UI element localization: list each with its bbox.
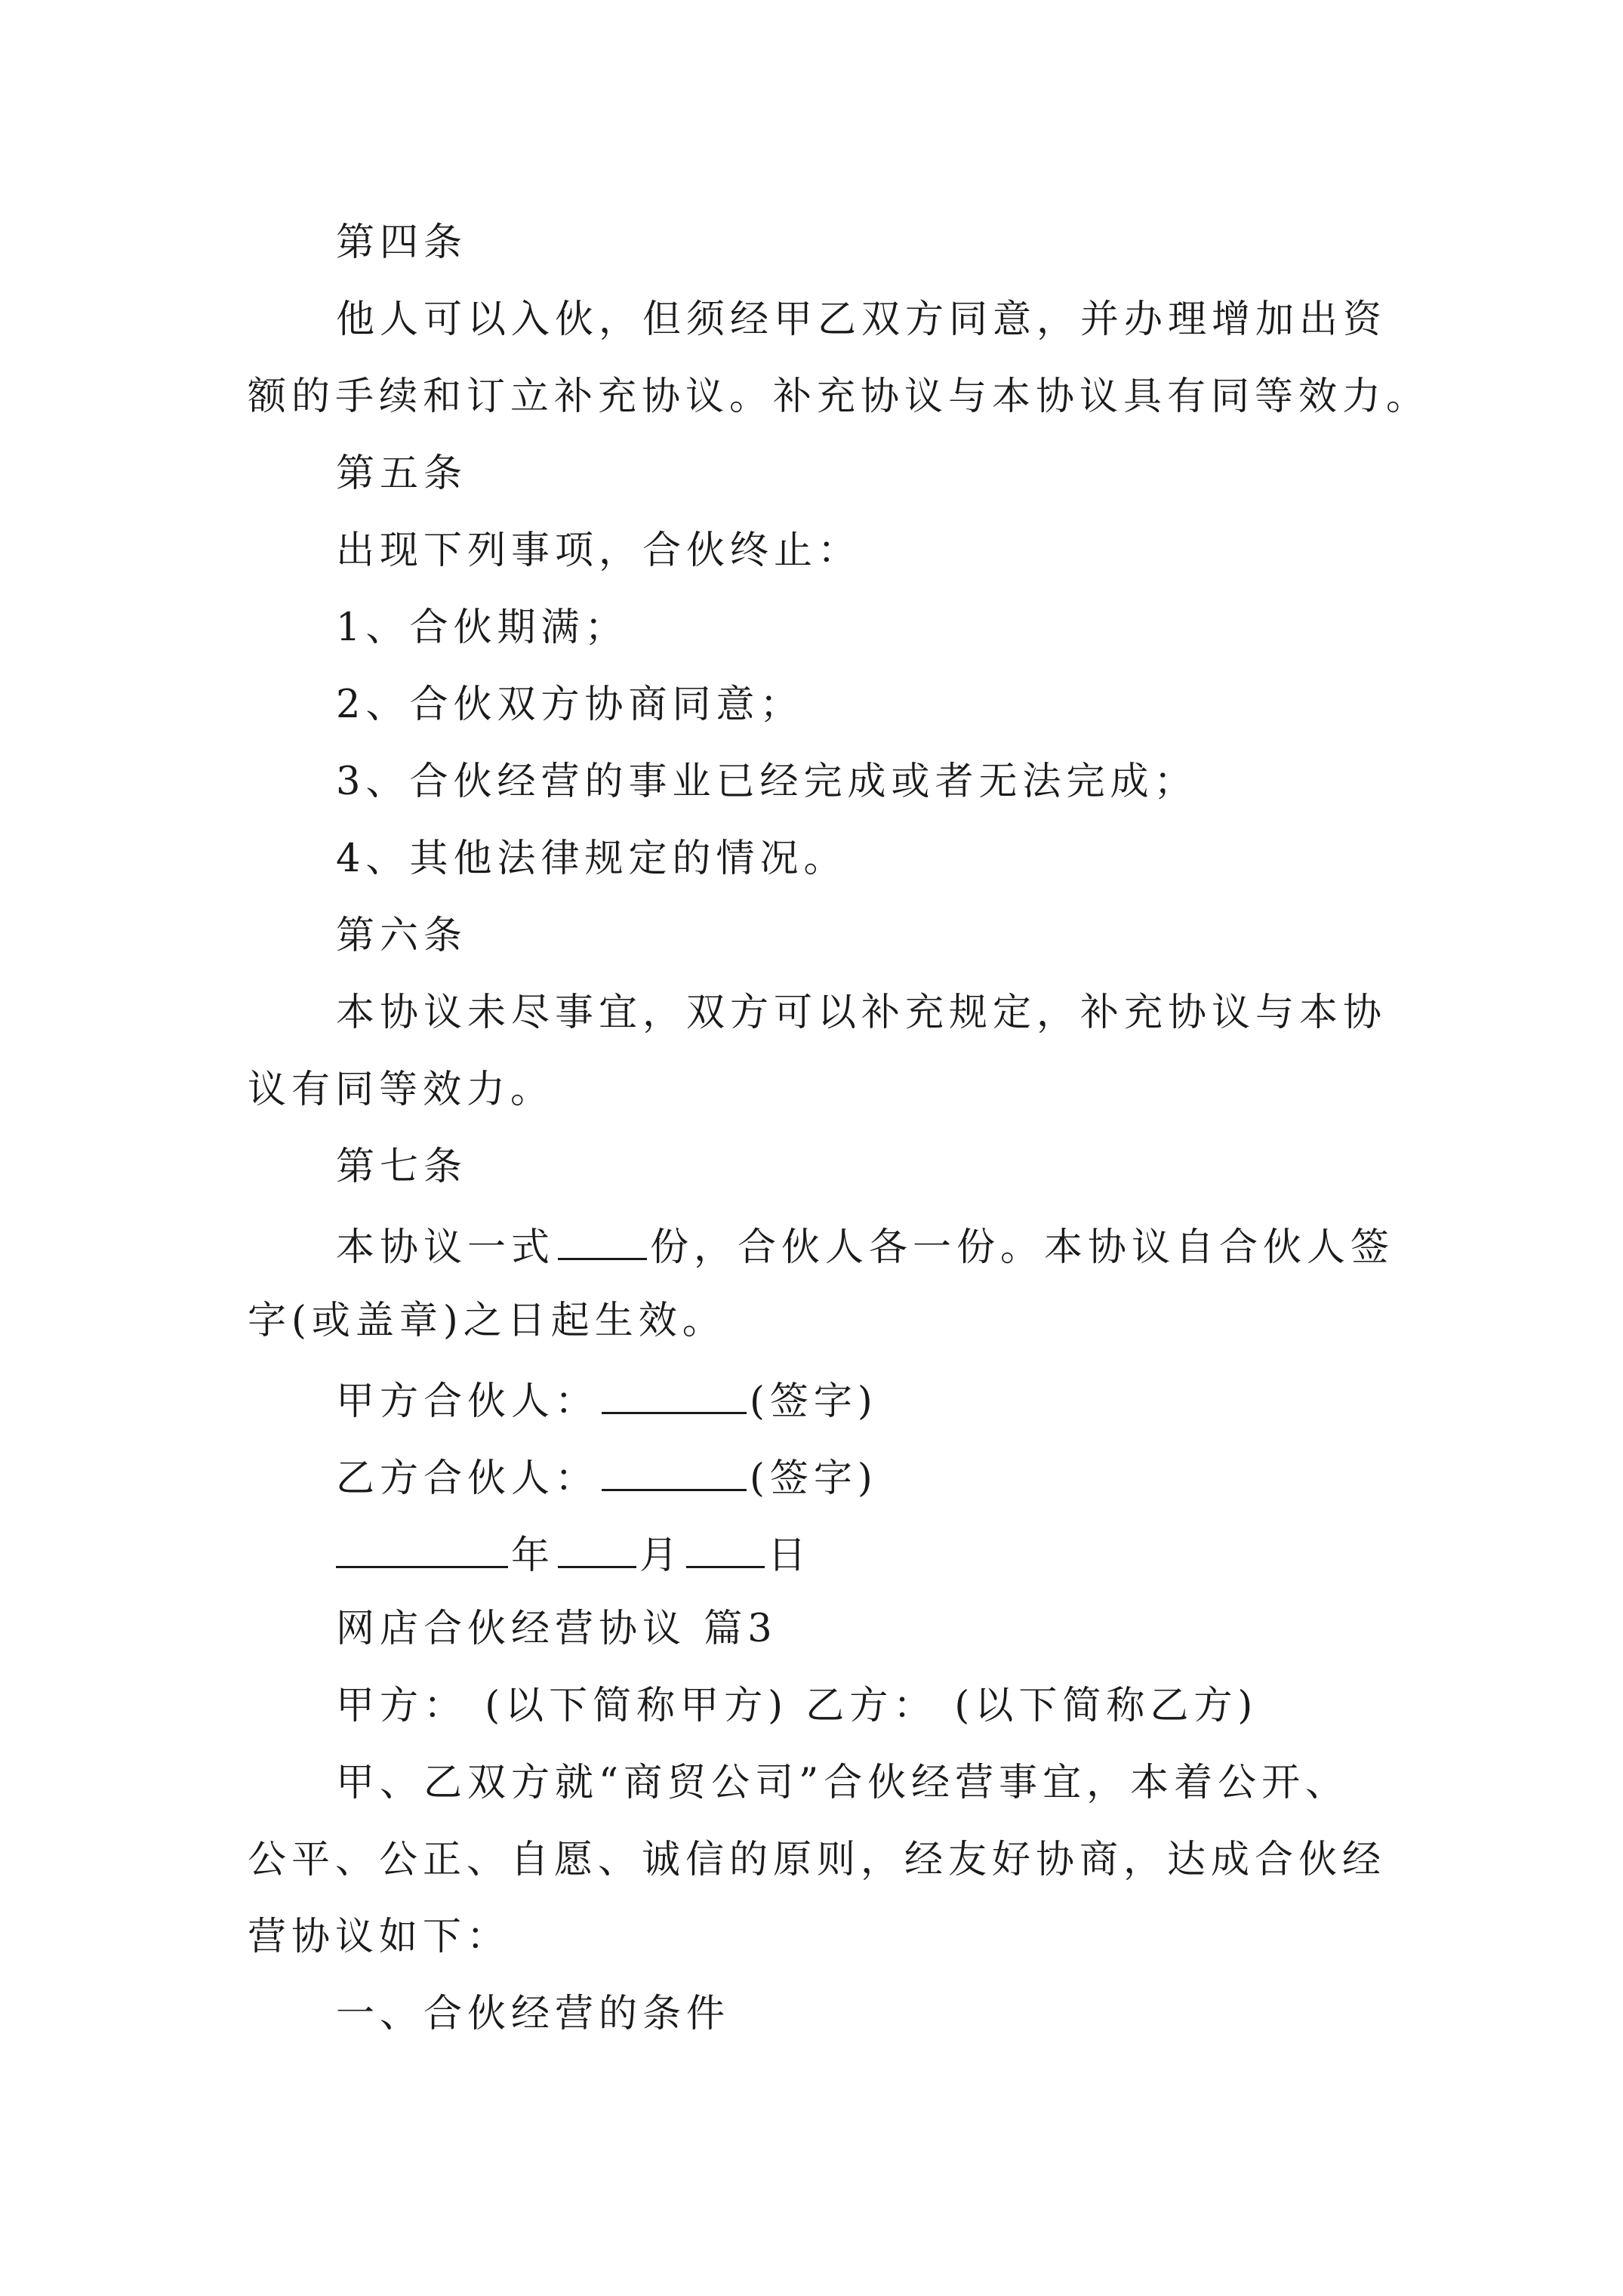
list-item: 2、合伙双方协商同意；: [336, 683, 804, 727]
agreement-3-preamble-line-1: 甲、乙双方就“商贸公司”合伙经营事宜，本着公开、: [336, 1761, 1350, 1805]
article-6-text-line-1: 本协议未尽事宜，双方可以补充规定，补充协议与本协: [336, 991, 1387, 1035]
article-5-intro: 出现下列事项，合伙终止：: [336, 529, 862, 573]
date-line: [336, 1533, 812, 1578]
agreement-3-title: 网店合伙经营协议 篇3: [336, 1607, 778, 1651]
party-b-signature-line: [336, 1456, 878, 1501]
agreement-3-preamble-line-3: 营协议如下：: [248, 1915, 511, 1959]
party-a-signature-line: [336, 1379, 878, 1424]
day-label: 日: [768, 1533, 812, 1578]
party-b-label: 乙方合伙人：: [336, 1456, 599, 1501]
year-blank: [336, 1533, 508, 1568]
article-7-heading: 第七条: [336, 1145, 468, 1189]
article-6-heading: 第六条: [336, 914, 468, 958]
party-a-label: 甲方合伙人：: [336, 1379, 599, 1424]
article-7-text-part-b: 份，合伙人各一份。本协议自合伙人签: [650, 1225, 1395, 1270]
article-7-text-line-1: [336, 1225, 1395, 1270]
party-b-sign-note: (签字): [750, 1456, 878, 1501]
article-6-text-line-2: 议有同等效力。: [248, 1068, 555, 1112]
month-label: 月: [639, 1533, 684, 1578]
article-4-heading: 第四条: [336, 220, 468, 265]
list-item: 1、合伙期满；: [336, 606, 629, 650]
month-blank: [558, 1533, 636, 1568]
party-b-signature-blank: [602, 1456, 747, 1491]
agreement-3-preamble-line-2: 公平、公正、自愿、诚信的原则，经友好协商，达成合伙经: [248, 1838, 1387, 1882]
article-4-text-line-1: 他人可以入伙，但须经甲乙双方同意，并办理增加出资: [336, 297, 1387, 342]
article-7-text-part-a: 本协议一式: [336, 1225, 556, 1270]
party-a-signature-blank: [602, 1379, 747, 1414]
party-a-sign-note: (签字): [750, 1379, 878, 1424]
copies-blank: [558, 1225, 647, 1260]
agreement-3-parties: 甲方： (以下简称甲方) 乙方： (以下简称乙方): [336, 1684, 1258, 1728]
agreement-3-section-1-heading: 一、合伙经营的条件: [336, 1992, 731, 2036]
day-blank: [686, 1533, 765, 1568]
article-4-text-line-2: 额的手续和订立补充协议。补充协议与本协议具有同等效力。: [248, 374, 1431, 419]
article-5-heading: 第五条: [336, 451, 468, 496]
list-item: 4、其他法律规定的情况。: [336, 837, 848, 881]
list-item: 3、合伙经营的事业已经完成或者无法完成；: [336, 760, 1198, 804]
year-label: 年: [511, 1533, 556, 1578]
article-7-text-line-2: 字(或盖章)之日起生效。: [248, 1299, 726, 1343]
